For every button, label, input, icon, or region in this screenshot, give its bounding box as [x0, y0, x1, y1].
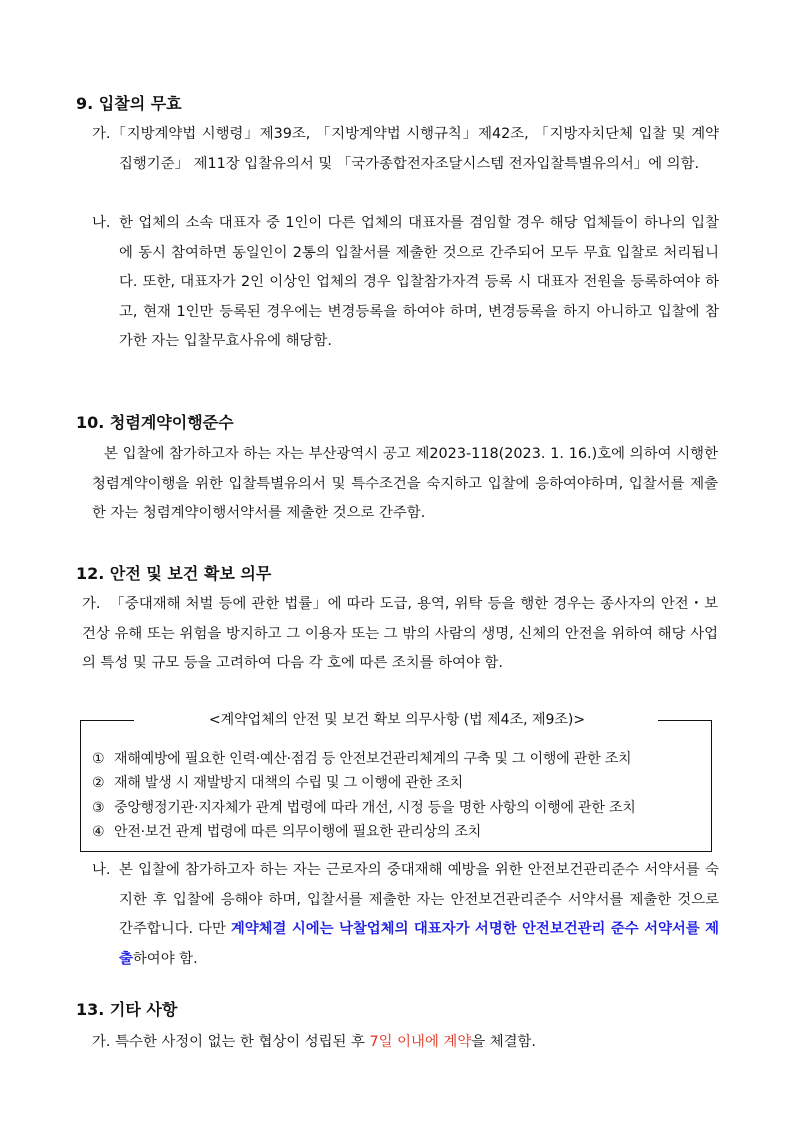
box-item-2 [92, 771, 463, 795]
sec12-ga-body: 「중대재해 처벌 등에 관한 법률」에 따라 도급, 용역, 위탁 등을 행한 경우는 종사자의 안전・보건상 유해 또는 위험을 방지하고 그 이용자 또는 그 밖의 사람의 생명, 신체의 안전을 위하여 해당 사업의 특성 및 규모 등을 고려하여 다음 각 호에 따른 조치를 하여야 함. [82, 596, 718, 672]
sec12-na-highlight: 계약체결 시에는 낙찰업체의 대표자가 서명한 안전보건관리 준수 서약서를 제출 [119, 921, 719, 967]
sec9-ga-marker: 가. [92, 126, 111, 142]
box-top-border-right [658, 720, 712, 721]
box-item-1 [92, 747, 631, 771]
sec9-na-body: 한 업체의 소속 대표자 중 1인이 다른 업체의 대표자를 겸임할 경우 해당 업체들이 하나의 입찰에 동시 참여하면 동일인이 2통의 입찰서를 제출한 것으로 간주되어 모두 무효 입찰로 처리됩니다. 또한, 대표자가 2인 이상인 업체의 경우 입찰참가자격 등록 시 대표자 전원을 등록하여야 하고, 현재 1인만 등록된 경우에는 변경등록을 하여야 하며, 변경등록을 하지 아니하고 입찰에 참가한 자는 입찰무효사유에 해당함. [119, 215, 719, 350]
box-item-3-num: ③ [92, 800, 105, 816]
sec9-ga-body: 「지방계약법 시행령」제39조, 「지방계약법 시행규칙」제42조, 「지방자치단체 입찰 및 계약 집행기준」 제11장 입찰유의서 및 「국가종합전자조달시스템 전자입찰특별유의서」에 의함. [110, 126, 719, 172]
sec12-na-body-2: 하여야 함. [132, 950, 198, 967]
sec13-ga-body-2: 을 체결함. [471, 1034, 536, 1050]
box-item-3 [92, 796, 636, 820]
box-item-4 [92, 820, 481, 844]
sec13-ga-body-1: 특수한 사정이 없는 한 협상이 성립된 후 [115, 1034, 370, 1050]
sec12-na-body-1: 본 입찰에 참가하고자 하는 자는 근로자의 중대재해 예방을 위한 안전보건관리준수 서약서를 숙지한 후 입찰에 응해야 하며, 입찰서를 제출한 자는 안전보건관리준수 서약서를 제출한 것으로 간주합니다. 다만 [119, 862, 719, 938]
sec12-ga-paragraph [82, 590, 718, 679]
sec10-body: 본 입찰에 참가하고자 하는 자는 부산광역시 공고 제2023-118(2023. 1. 16.)호에 의하여 시행한 청렴계약이행을 위한 입찰특별유의서 및 특수조건을 숙지하고 입찰에 응하여야하며, 입찰서를 제출한 자는 청렴계약이행서약서를 제출한 것으로 간주함. [92, 446, 718, 522]
sec12-ga-marker: 가. [82, 596, 101, 612]
sec13-ga-paragraph [92, 1028, 718, 1058]
box-item-4-num: ④ [92, 824, 105, 840]
sec12-na-paragraph [119, 856, 719, 974]
box-top-border-left [80, 720, 134, 721]
box-item-2-num: ② [92, 775, 105, 791]
sec12-na-marker: 나. [92, 862, 111, 878]
box-item-3-text: 중앙행정기관·지자체가 관계 법령에 따라 개선, 시정 등을 명한 사항의 이행에 관한 조치 [114, 800, 636, 816]
box-item-2-text: 재해 발생 시 재발방지 대책의 수립 및 그 이행에 관한 조치 [114, 775, 463, 791]
box-item-1-num: ① [92, 751, 105, 767]
sec10-paragraph [92, 440, 718, 529]
sec9-na-marker: 나. [92, 215, 111, 231]
sec9-na-paragraph [119, 209, 719, 357]
section-10-heading: 10. 청렴계약이행준수 [76, 413, 234, 432]
sec9-ga-paragraph [110, 120, 719, 179]
box-item-1-text: 재해예방에 필요한 인력·예산·점검 등 안전보건관리체계의 구축 및 그 이행에 관한 조치 [114, 751, 632, 767]
section-9-heading: 9. 입찰의 무효 [76, 94, 182, 113]
sec13-ga-red: 7일 이내에 계약 [369, 1034, 472, 1050]
sec13-ga-marker: 가. [92, 1034, 111, 1050]
box-title: <계약업체의 안전 및 보건 확보 의무사항 (법 제4조, 제9조)> [208, 712, 586, 728]
box-item-4-text: 안전·보건 관계 법령에 따른 의무이행에 필요한 관리상의 조치 [114, 824, 482, 840]
section-12-heading: 12. 안전 및 보건 확보 의무 [76, 564, 272, 583]
section-13-heading: 13. 기타 사항 [76, 1000, 178, 1019]
